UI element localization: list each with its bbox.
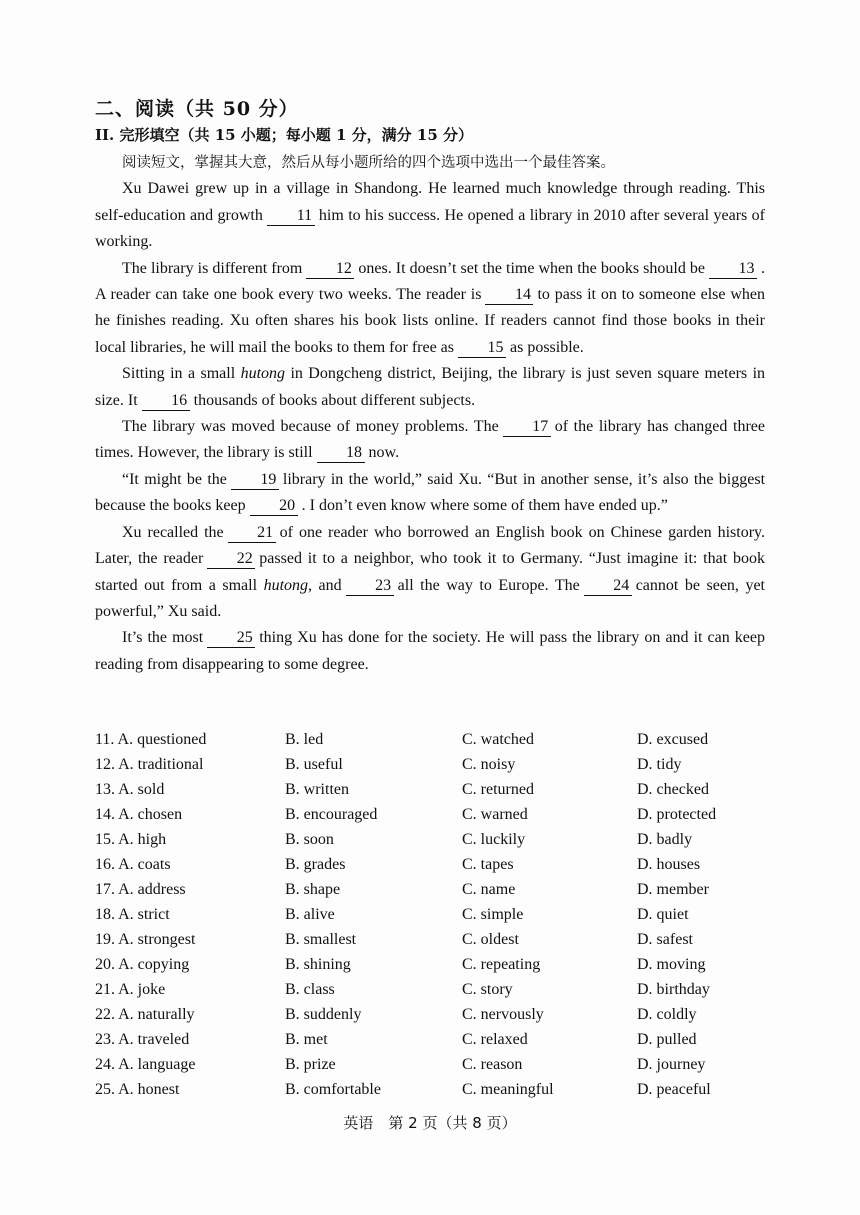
blank-19: 19 [231,471,279,490]
blank-20: 20 [250,497,298,516]
text: in Dongcheng district, Beijing, the library is just seven square meters in size. It [95,365,766,409]
option-a: 19. A. strongest [95,931,196,948]
option-row-24 [95,1056,775,1081]
option-c: C. nervously [462,1006,544,1023]
option-row-14 [95,806,775,831]
option-b: B. alive [285,906,335,923]
text: . I don’t even know where some of them have ended up.” [301,497,668,515]
blank-21: 21 [228,524,276,543]
section-title: 二、阅读（共 50 分） [95,98,299,120]
blank-22: 22 [207,550,255,569]
option-c: C. watched [462,731,534,748]
blank-11: 11 [267,207,315,226]
option-d: D. excused [637,731,709,748]
text: passed it to a neighbor, who took it to Germany. “Just imagine it: that book started out from a small [95,550,765,594]
part-title: II. 完形填空（共 15 小题；每小题 1 分，满分 15 分） [95,126,473,144]
text: as possible. [510,338,584,356]
paragraph-7 [95,625,765,678]
option-c: C. simple [462,906,524,923]
text: thing Xu has done for the society. He will pass the library on and it can keep reading from disappearing to some degree. [95,629,765,673]
option-b: B. grades [285,856,346,873]
option-a: 21. A. joke [95,981,166,998]
paragraph-6 [95,520,765,626]
option-c: C. tapes [462,856,514,873]
option-a: 20. A. copying [95,956,190,973]
option-row-19 [95,931,775,956]
text: , and [308,576,342,594]
text: Sitting in a small [122,365,236,383]
option-b: B. shape [285,881,341,898]
option-row-16 [95,856,775,881]
text: now. [368,444,400,462]
paragraph-5 [95,467,765,520]
option-d: D. peaceful [637,1081,711,1098]
blank-18: 18 [317,444,365,463]
option-b: B. led [285,731,324,748]
option-a: 16. A. coats [95,856,171,873]
option-c: C. relaxed [462,1031,528,1048]
blank-25: 25 [207,629,255,648]
option-d: D. quiet [637,906,689,923]
option-a: 18. A. strict [95,906,170,923]
text: Xu Dawei grew up in a village in Shandong. He learned much knowledge through reading. This self-education and growth [95,180,765,224]
text: library in the world,” said Xu. “But in another sense, it’s also the biggest because the books keep [95,470,766,515]
option-d: D. journey [637,1056,706,1073]
answer-options [95,731,775,1106]
text: “It might be the [122,470,227,488]
option-d: D. safest [637,931,693,948]
option-b: B. comfortable [285,1081,381,1098]
option-row-20 [95,956,775,981]
option-c: C. oldest [462,931,519,948]
text: all the way to Europe. The [397,576,580,594]
option-row-11 [95,731,775,756]
option-c: C. name [462,881,516,898]
option-row-12 [95,756,775,781]
option-row-23 [95,1031,775,1056]
paragraph-4 [95,414,765,467]
blank-17: 17 [503,418,551,437]
option-c: C. returned [462,781,534,798]
option-d: D. houses [637,856,701,873]
blank-12: 12 [306,260,354,279]
option-b: B. written [285,781,349,798]
option-row-22 [95,1006,775,1031]
option-a: 14. A. chosen [95,806,183,823]
text: thousands of books about different subjects. [193,391,476,409]
blank-13: 13 [709,260,757,279]
option-row-18 [95,906,775,931]
option-a: 24. A. language [95,1056,196,1073]
text: ones. It doesn’t set the time when the books should be [358,259,706,277]
option-b: B. met [285,1031,328,1048]
option-c: C. story [462,981,513,998]
italic-term: hutong [263,576,309,594]
text: The library is different from [122,259,303,277]
option-row-25 [95,1081,775,1106]
text: him to his success. He opened a library in 2010 after several years of working. [95,206,765,251]
option-c: C. repeating [462,956,541,973]
option-a: 23. A. traveled [95,1031,190,1048]
text: of one reader who borrowed an English book on Chinese garden history. Later, the reader [95,523,765,568]
option-c: C. reason [462,1056,523,1073]
option-d: D. moving [637,956,706,973]
blank-14: 14 [485,286,533,305]
paragraph-3 [95,361,765,414]
option-d: D. protected [637,806,717,823]
option-b: B. soon [285,831,334,848]
option-row-17 [95,881,775,906]
page-footer: 英语 第 2 页（共 8 页） [343,1114,517,1132]
option-c: C. noisy [462,756,516,773]
option-b: B. prize [285,1056,336,1073]
italic-term: hutong [240,365,286,383]
text: . A reader can take one book every two weeks. The reader is [95,259,766,304]
option-b: B. class [285,981,335,998]
option-d: D. checked [637,781,709,798]
text: The library was moved because of money problems. The [122,418,499,436]
blank-16: 16 [142,392,190,411]
option-a: 12. A. traditional [95,756,204,773]
paragraph-1 [95,176,765,255]
option-b: B. useful [285,756,343,773]
text: It’s the most [122,629,204,647]
instruction: 阅读短文，掌握其大意，然后从每小题所给的四个选项中选出一个最佳答案。 [122,155,615,171]
option-d: D. badly [637,831,693,848]
text: cannot be seen, yet powerful,” Xu said. [95,576,765,620]
option-b: B. shining [285,956,351,973]
option-c: C. luckily [462,831,526,848]
text: Xu recalled the [122,523,224,541]
cloze-passage [95,150,765,678]
option-b: B. suddenly [285,1006,362,1023]
option-a: 25. A. honest [95,1081,180,1098]
option-row-13 [95,781,775,806]
option-c: C. warned [462,806,528,823]
option-a: 13. A. sold [95,781,165,798]
option-b: B. smallest [285,931,357,948]
option-d: D. birthday [637,981,710,998]
blank-24: 24 [584,577,632,596]
option-d: D. tidy [637,756,682,773]
option-a: 15. A. high [95,831,167,848]
option-b: B. encouraged [285,806,378,823]
blank-15: 15 [458,339,506,358]
option-c: C. meaningful [462,1081,554,1098]
option-d: D. pulled [637,1031,697,1048]
option-row-15 [95,831,775,856]
paragraph-2 [95,256,765,362]
option-row-21 [95,981,775,1006]
option-d: D. member [637,881,709,898]
option-a: 11. A. questioned [95,731,207,748]
text: of the library has changed three times. However, the library is still [95,418,765,462]
text: to pass it on to someone else when he finishes reading. Xu often shares his book lists online. If readers cannot find those books in their local libraries, he will mail the books to them for free as [95,286,765,356]
blank-23: 23 [346,577,394,596]
option-a: 17. A. address [95,881,186,898]
option-a: 22. A. naturally [95,1006,195,1023]
option-d: D. coldly [637,1006,697,1023]
